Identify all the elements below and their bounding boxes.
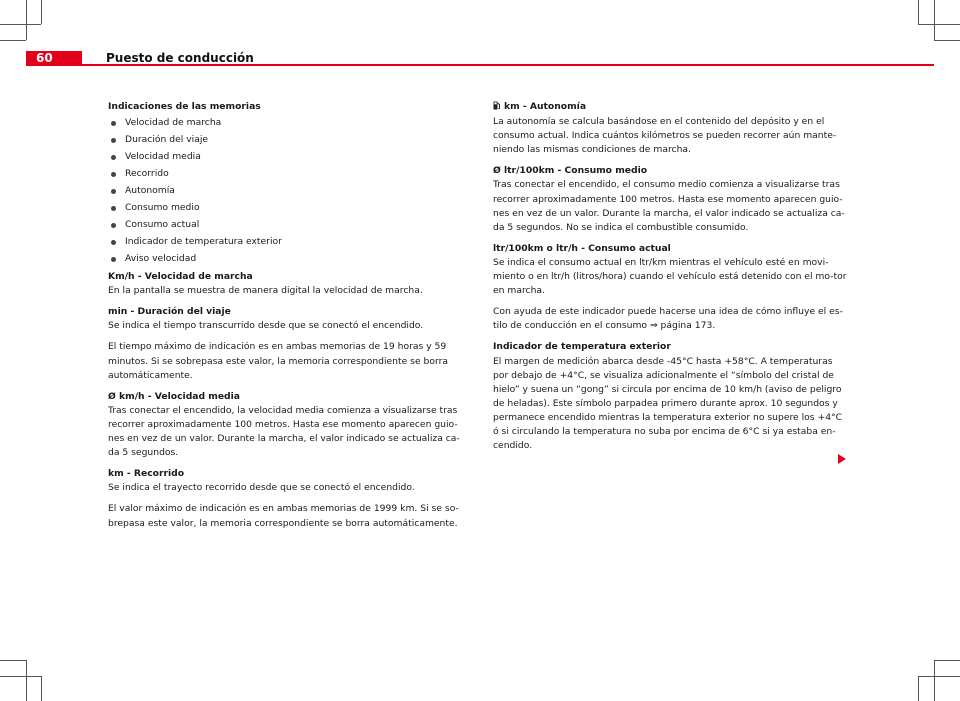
- continue-arrow-icon: [838, 454, 846, 464]
- crop-mark: [0, 676, 41, 677]
- range-heading-line: [493, 100, 848, 115]
- list-item: Duración del viaje: [108, 133, 463, 147]
- temperature-heading: Indicador de temperatura exterior: [493, 341, 671, 353]
- duration-text: Se indica el tiempo transcurrido desde que se conectó el encendido.: [108, 320, 424, 332]
- crop-mark: [934, 660, 960, 661]
- fuel-pump-icon: [493, 101, 501, 115]
- current-consumption-text: Se indica el consumo actual en ltr/km mientras el vehículo esté en movi-miento o en ltr/h (litros/hora) cuando el vehículo está detenido con el mo-tor en marcha.: [493, 256, 847, 297]
- memories-heading: Indicaciones de las memorias: [108, 101, 261, 112]
- crop-mark: [26, 660, 27, 701]
- temperature-text: El margen de medición abarca desde -45°C hasta +58°C. A temperaturas por debajo de +4°C, se visualiza adicionalmente el “símbolo del cristal de hielo” y suena un “gong” si circula por encima de 10 km/h (aviso de peligro de heladas). Este símbolo parpadea primero durante aprox. 10 segundos y permanece encendido mientras la temperatura exterior no supere los +4°C ó si circulando la temperatura no suba por encima de 6°C si ya estaba en-cendido.: [493, 355, 843, 452]
- current-consumption-heading: ltr/100km o ltr/h - Consumo actual: [493, 242, 671, 254]
- list-item: Consumo actual: [108, 218, 463, 232]
- list-item: Aviso velocidad: [108, 252, 463, 266]
- avg-consumption-text: Tras conectar el encendido, el consumo medio comienza a visualizarse tras recorrer aproximadamente 100 metros. Hasta ese momento aparecen guio-nes en vez de un valor. Durante la marcha, el valor indicado se actualiza ca-da 5 segundos. No se indica el combustible consumido.: [493, 179, 845, 233]
- duration-limit-text: El tiempo máximo de indicación es en ambas memorias de 19 horas y 59 minutos. Si se sobrepasa este valor, la memoria correspondiente se borra automáticamente.: [108, 341, 449, 381]
- range-heading: km - Autonomía: [504, 101, 587, 112]
- avg-speed-text: Tras conectar el encendido, la velocidad media comienza a visualizarse tras recorrer aproximadamente 100 metros. Hasta ese momento aparecen guio-nes en vez de un valor. Durante la marcha, el valor indicado se actualiza ca-da 5 segundos.: [108, 404, 460, 459]
- distance-text: Se indica el trayecto recorrido desde que se conectó el encendido.: [108, 482, 415, 494]
- crop-mark: [918, 676, 919, 701]
- left-column: [108, 100, 463, 538]
- list-item: Consumo medio: [108, 201, 463, 215]
- crop-mark: [26, 0, 27, 40]
- crop-mark: [918, 24, 960, 25]
- crop-mark: [934, 660, 935, 701]
- crop-mark: [0, 24, 41, 25]
- section-title: Puesto de conducción: [106, 51, 254, 65]
- list-item: Velocidad media: [108, 150, 463, 164]
- list-item: Velocidad de marcha: [108, 116, 463, 130]
- distance-limit-text: El valor máximo de indicación es en ambas memorias de 1999 km. Si se so-brepasa este valor, la memoria correspondiente se borra automáticamente.: [108, 503, 459, 529]
- crop-mark: [918, 676, 960, 677]
- driving-style-text: Con ayuda de este indicador puede hacerse una idea de cómo influye el es-tilo de conducción en el consumo ⇒ página 173.: [493, 306, 843, 332]
- right-column: [493, 100, 848, 460]
- list-item: Indicador de temperatura exterior: [108, 235, 463, 249]
- crop-mark: [934, 0, 935, 40]
- list-item: Recorrido: [108, 167, 463, 181]
- avg-speed-heading: Ø km/h - Velocidad media: [108, 390, 240, 402]
- crop-mark: [41, 676, 42, 701]
- duration-heading: min - Duración del viaje: [108, 306, 231, 318]
- crop-mark: [918, 0, 919, 24]
- crop-mark: [41, 0, 42, 24]
- speed-heading: Km/h - Velocidad de marcha: [108, 271, 253, 283]
- avg-consumption-heading: Ø ltr/100km - Consumo medio: [493, 165, 648, 177]
- crop-mark: [0, 660, 26, 661]
- range-text: La autonomía se calcula basándose en el contenido del depósito y en el consumo actual. Indica cuántos kilómetros se pueden recorrer aún mante-niendo las mismas condiciones de marcha.: [493, 116, 837, 156]
- page-number: 60: [36, 51, 53, 65]
- crop-mark: [934, 40, 960, 41]
- list-item: Autonomía: [108, 184, 463, 198]
- crop-mark: [0, 40, 26, 41]
- speed-text: En la pantalla se muestra de manera digital la velocidad de marcha.: [108, 285, 423, 297]
- memories-list: [108, 116, 463, 266]
- distance-heading: km - Recorrido: [108, 468, 185, 480]
